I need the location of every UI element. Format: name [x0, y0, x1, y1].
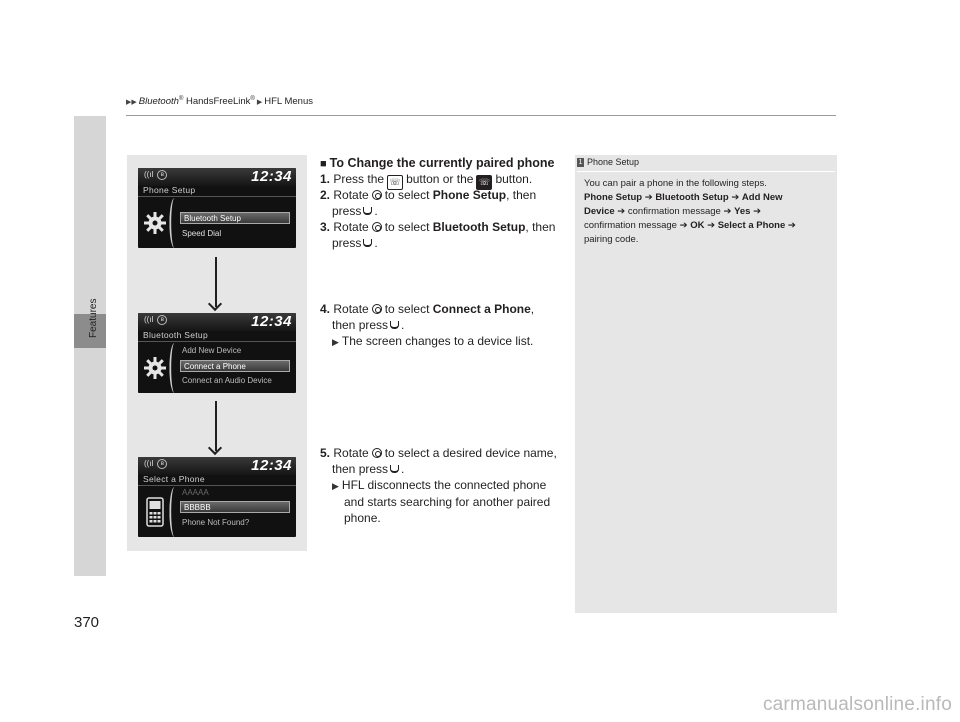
- section-title: [320, 155, 554, 172]
- screen-title: Phone Setup: [143, 185, 196, 195]
- step-5: [320, 445, 570, 526]
- screen-title: Select a Phone: [143, 474, 205, 484]
- step-target: Bluetooth Setup: [432, 220, 526, 234]
- screen-divider: [138, 485, 296, 486]
- result-text: and starts searching for another paired: [344, 495, 551, 509]
- step-text: button or the: [406, 172, 474, 186]
- step-text: button.: [495, 172, 533, 186]
- dial-arc: [169, 198, 179, 248]
- step-text: Rotate: [333, 188, 369, 202]
- step-text: Press the: [333, 172, 385, 186]
- gear-icon: [142, 347, 168, 389]
- screen-divider: [138, 341, 296, 342]
- breadcrumb-handsfreelink: HandsFreeLink: [183, 96, 251, 108]
- screen-select-a-phone: [138, 457, 296, 537]
- step-text: .: [374, 236, 378, 250]
- side-tab: [74, 116, 106, 576]
- arrow-icon: ➔: [731, 192, 740, 203]
- note-term: Yes: [734, 206, 751, 217]
- step-text: press: [332, 204, 362, 218]
- step-text: to select: [384, 302, 430, 316]
- step-text: Rotate: [333, 220, 369, 234]
- step-continuation: [320, 317, 570, 333]
- side-tab-label: Features: [88, 298, 99, 338]
- note-intro: You can pair a phone in the following steps.: [584, 178, 767, 189]
- signal-text: ((ıl: [144, 315, 154, 325]
- breadcrumb-bluetooth: Bluetooth: [138, 96, 179, 108]
- step-number: 5.: [320, 446, 331, 460]
- menu-item-phone-not-found[interactable]: Phone Not Found?: [182, 518, 250, 527]
- header-rule: [126, 115, 836, 116]
- press-icon: [390, 465, 399, 473]
- step-text: .: [401, 462, 405, 476]
- note-rule: [577, 171, 835, 172]
- menu-item-connect-a-phone[interactable]: Connect a Phone: [180, 360, 290, 372]
- arrow-icon: ➔: [753, 206, 762, 217]
- note-text: confirmation message: [627, 206, 721, 217]
- screen-clock: 12:34: [251, 313, 292, 330]
- note-term: Select a Phone: [717, 220, 786, 231]
- screen-bluetooth-setup: [138, 313, 296, 393]
- step-text: then press: [332, 462, 389, 476]
- step-text: to select: [384, 220, 430, 234]
- device-item-bbbbb[interactable]: BBBBB: [180, 501, 290, 513]
- step-text: to select: [384, 188, 430, 202]
- signal-icon: [144, 315, 167, 325]
- screen-divider: [138, 196, 296, 197]
- menu-item-speed-dial[interactable]: Speed Dial: [182, 229, 222, 238]
- screen-clock: 12:34: [251, 168, 292, 185]
- note-line: [584, 205, 830, 219]
- signal-text: ((ıl: [144, 459, 154, 469]
- result-marker: ▶: [332, 481, 339, 491]
- menu-item-connect-audio-device[interactable]: Connect an Audio Device: [182, 376, 272, 385]
- selector-knob-icon: [372, 304, 382, 314]
- dial-arc: [169, 343, 179, 393]
- arrow-icon: ➔: [787, 220, 796, 231]
- step-2: [320, 187, 570, 219]
- step-text: press: [332, 236, 362, 250]
- pick-up-button-icon: ☏: [476, 175, 492, 190]
- arrow-icon: ➔: [679, 220, 688, 231]
- press-icon: [363, 207, 372, 215]
- breadcrumb: [126, 96, 313, 107]
- note-line: pairing code.: [584, 234, 639, 245]
- step-text: Rotate: [333, 302, 369, 316]
- step-text: to select a desired device name,: [384, 446, 557, 460]
- arrow-icon: ➔: [617, 206, 626, 217]
- watermark: carmanualsonline.info: [762, 694, 952, 715]
- step-3: [320, 219, 570, 251]
- arrow-icon: ➔: [644, 192, 653, 203]
- down-arrow-2: [215, 401, 217, 451]
- step-text: Rotate: [333, 446, 369, 460]
- bluetooth-icon: ʙ: [157, 315, 167, 325]
- note-term: Add New: [741, 192, 783, 203]
- section-marker: ■: [320, 158, 327, 170]
- note-text: confirmation message: [584, 220, 677, 231]
- note-body: [584, 177, 830, 247]
- selector-knob-icon: [372, 190, 382, 200]
- selector-knob-icon: [372, 448, 382, 458]
- note-tag: 1: [578, 159, 583, 166]
- step-result: [320, 477, 570, 494]
- gear-icon: [142, 202, 168, 244]
- step-continuation: [320, 235, 570, 251]
- step-text: , then: [506, 188, 537, 202]
- step-text: .: [374, 204, 378, 218]
- step-text: then press: [332, 318, 389, 332]
- result-marker: ▶: [332, 337, 339, 347]
- note-line: [584, 191, 830, 205]
- result-text: HFL disconnects the connected phone: [341, 478, 547, 492]
- signal-icon: [144, 170, 167, 180]
- breadcrumb-reg-2: ®: [250, 96, 255, 102]
- result-text: The screen changes to a device list.: [341, 334, 534, 348]
- step-number: 2.: [320, 188, 331, 202]
- device-item-aaaaa[interactable]: AAAAA: [182, 488, 209, 497]
- screens-panel: [127, 155, 307, 551]
- step-number: 4.: [320, 302, 331, 316]
- step-number: 3.: [320, 220, 331, 234]
- breadcrumb-arrow-2: ▶: [256, 99, 263, 107]
- step-continuation: [320, 461, 570, 477]
- breadcrumb-arrow: ▶▶: [126, 99, 137, 107]
- step-4: [320, 301, 570, 350]
- signal-text: ((ıl: [144, 170, 154, 180]
- selector-knob-icon: [372, 222, 382, 232]
- bluetooth-icon: ʙ: [157, 459, 167, 469]
- step-continuation: [320, 203, 570, 219]
- step-target: Connect a Phone: [432, 302, 531, 316]
- arrow-icon: ➔: [723, 206, 732, 217]
- step-result-cont: [320, 494, 570, 510]
- note-term: Device: [584, 206, 615, 217]
- step-result: [320, 333, 570, 350]
- step-text: .: [401, 318, 405, 332]
- step-text: , then: [525, 220, 556, 234]
- menu-item-bluetooth-setup[interactable]: Bluetooth Setup: [180, 212, 290, 224]
- bluetooth-icon: ʙ: [157, 170, 167, 180]
- note-term: Phone Setup: [584, 192, 643, 203]
- note-heading: Phone Setup: [587, 157, 640, 167]
- down-arrow-1: [215, 257, 217, 307]
- press-icon: [390, 321, 399, 329]
- note-line: [584, 219, 830, 233]
- note-panel: [575, 155, 837, 613]
- screen-phone-setup: [138, 168, 296, 248]
- phone-button-icon: ☏: [387, 175, 403, 190]
- breadcrumb-hfl-menus: HFL Menus: [264, 96, 313, 108]
- menu-item-add-new-device[interactable]: Add New Device: [182, 346, 242, 355]
- step-number: 1.: [320, 172, 331, 186]
- dial-arc: [169, 487, 179, 537]
- arrow-icon: ➔: [707, 220, 716, 231]
- step-text: ,: [530, 302, 535, 316]
- breadcrumb-reg-1: ®: [178, 96, 184, 102]
- note-header: [575, 155, 837, 171]
- signal-icon: [144, 459, 167, 469]
- section-title-text: To Change the currently paired phone: [329, 156, 555, 170]
- step-result-cont: [320, 510, 570, 526]
- screen-clock: 12:34: [251, 457, 292, 474]
- screen-title: Bluetooth Setup: [143, 330, 208, 340]
- page-number: 370: [74, 614, 100, 631]
- result-text: phone.: [344, 511, 381, 525]
- phone-icon: [142, 491, 168, 533]
- step-target: Phone Setup: [432, 188, 507, 202]
- note-term: OK: [690, 220, 705, 231]
- press-icon: [363, 239, 372, 247]
- note-term: Bluetooth Setup: [655, 192, 729, 203]
